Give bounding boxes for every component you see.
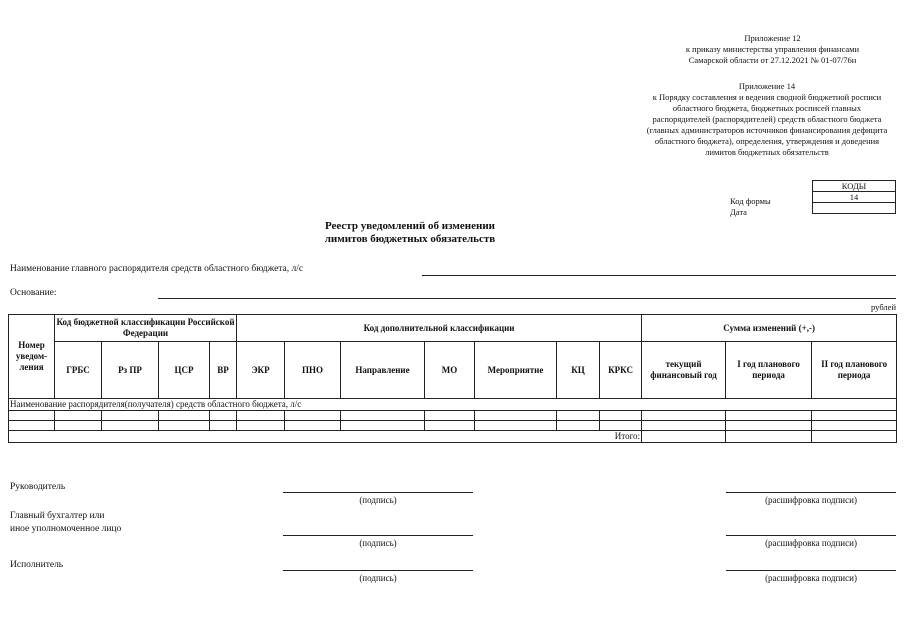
- col-grbs: ГРБС: [55, 342, 102, 399]
- col-current-year: текущий финансовый год: [642, 342, 726, 399]
- col-rzpr: Рз ПР: [102, 342, 159, 399]
- appendix-14-line: областного бюджета), определения, утверждения и доведения: [654, 136, 880, 146]
- appendix-14-line: распорядителей (распорядителей) средств областного бюджета: [652, 114, 882, 124]
- executor-decoding-field[interactable]: [726, 570, 896, 571]
- head-decoding-field[interactable]: [726, 492, 896, 493]
- codes-header: КОДЫ: [813, 181, 896, 192]
- recipient-row: Наименование распорядителя(получателя) средств областного бюджета, л/с: [9, 399, 897, 411]
- chief-accountant-line: иное уполномоченное лицо: [10, 524, 122, 534]
- total-current-year: [642, 431, 726, 443]
- chief-accountant-decoding-field[interactable]: [726, 535, 896, 536]
- executor-decoding-caption: (расшифровка подписи): [765, 573, 857, 583]
- col-mo: МО: [425, 342, 475, 399]
- date-value: [813, 203, 896, 214]
- table-row: [9, 411, 897, 421]
- col-kc: КЦ: [557, 342, 600, 399]
- main-manager-label: Наименование главного распорядителя средств областного бюджета, л/с: [10, 264, 304, 274]
- title-line: лимитов бюджетных обязательств: [324, 233, 496, 245]
- chief-accountant-decoding-caption: (расшифровка подписи): [765, 538, 857, 548]
- head-decoding-caption: (расшифровка подписи): [765, 495, 857, 505]
- appendix-12-block: [665, 33, 880, 66]
- col-vr: ВР: [210, 342, 237, 399]
- appendix-12-line: Самарской области от 27.12.2021 № 01-07/76н: [688, 55, 857, 65]
- col-event: Мероприятие: [475, 342, 557, 399]
- col-direction: Направление: [341, 342, 425, 399]
- appendix-12-title: Приложение 12: [744, 33, 801, 43]
- form-code-value: 14: [813, 192, 896, 203]
- col-notice-number: Номер уведом-ления: [9, 315, 55, 399]
- col-year2: II год планового периода: [812, 342, 897, 399]
- executor-label: Исполнитель: [10, 560, 64, 570]
- group-budget-classification: Код бюджетной классификации Российской Федерации: [55, 315, 237, 342]
- chief-accountant-signature-field[interactable]: [283, 535, 473, 536]
- col-year1: I год планового периода: [726, 342, 812, 399]
- form-code-label: Код формы: [730, 196, 771, 206]
- total-year1: [726, 431, 812, 443]
- col-csr: ЦСР: [159, 342, 210, 399]
- basis-field[interactable]: [158, 298, 896, 299]
- total-year2: [812, 431, 897, 443]
- group-sum-changes: Сумма изменений (+,-): [642, 315, 897, 342]
- head-label: Руководитель: [10, 482, 66, 492]
- executor-signature-caption: (подпись): [359, 573, 397, 583]
- col-krks: КРКС: [600, 342, 642, 399]
- total-label: Итого:: [9, 431, 642, 443]
- col-pno: ПНО: [285, 342, 341, 399]
- appendix-14-block: [636, 81, 898, 158]
- appendix-12-line: к приказу министерства управления финансами: [685, 44, 860, 54]
- executor-signature-field[interactable]: [283, 570, 473, 571]
- chief-accountant-line: Главный бухгалтер или: [10, 511, 105, 521]
- chief-accountant-signature-caption: (подпись): [359, 538, 397, 548]
- head-signature-field[interactable]: [283, 492, 473, 493]
- col-ekr: ЭКР: [237, 342, 285, 399]
- date-label: Дата: [730, 207, 747, 217]
- table-row: [9, 421, 897, 431]
- codes-table: [812, 180, 896, 214]
- appendix-14-line: (главных администраторов источников финансирования дефицита: [646, 125, 888, 135]
- appendix-14-title: Приложение 14: [738, 81, 796, 91]
- register-table: [8, 314, 897, 443]
- appendix-14-line: лимитов бюджетных обязательств: [705, 147, 829, 157]
- appendix-14-line: к Порядку составления и ведения сводной бюджетной росписи: [652, 92, 882, 102]
- chief-accountant-label: [10, 510, 121, 536]
- document-title: [260, 220, 560, 246]
- total-row: [9, 431, 897, 443]
- main-manager-field[interactable]: [422, 275, 896, 276]
- head-signature-caption: (подпись): [359, 495, 397, 505]
- group-additional-classification: Код дополнительной классификации: [237, 315, 642, 342]
- appendix-14-line: областного бюджета, бюджетных росписей главных: [672, 103, 862, 113]
- basis-label: Основание:: [10, 288, 57, 298]
- title-line: Реестр уведомлений об изменении: [324, 220, 496, 232]
- currency-unit: рублей: [871, 302, 896, 312]
